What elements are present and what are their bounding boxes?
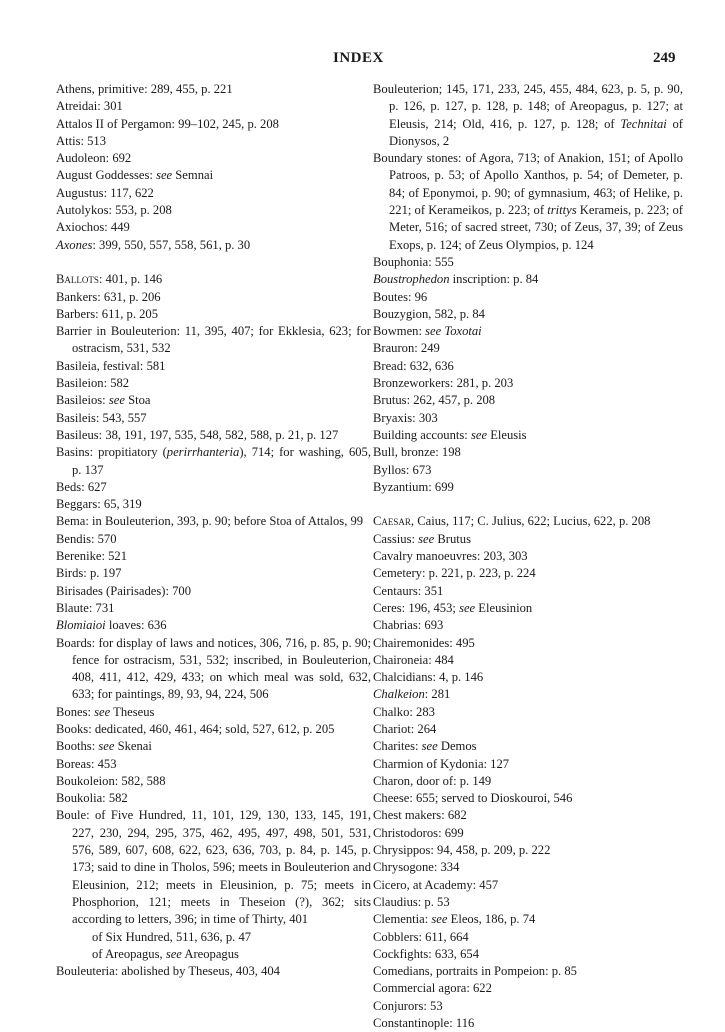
entry-text: : 401, p. 146 (98, 272, 163, 287)
index-entry (373, 323, 683, 340)
page-number: 249 (653, 50, 676, 66)
index-entry (56, 583, 371, 600)
index-entry (56, 219, 371, 236)
index-entry (56, 531, 371, 548)
index-entry (373, 358, 683, 375)
entry-text: August Goddesses: (56, 168, 157, 183)
entry-text: Chabrias: 693 (373, 618, 444, 633)
index-entry (56, 790, 371, 807)
entry-text: Chrysippos: 94, 458, p. 209, p. 222 (373, 843, 551, 858)
entry-text: Boreas: 453 (56, 756, 117, 771)
entry-text: Blomiaioi (56, 618, 106, 633)
entry-text: Bouphonia: 555 (373, 254, 454, 269)
index-entry (373, 704, 683, 721)
entry-text: Technitai (620, 116, 667, 131)
index-entry (56, 738, 371, 755)
index-entry (373, 911, 683, 928)
entry-text: see (470, 427, 488, 442)
entry-text: Beds: 627 (56, 479, 107, 494)
index-entry (56, 237, 371, 254)
index-entry (373, 565, 683, 582)
index-entry (373, 807, 683, 824)
entry-text: Eleusis (487, 427, 527, 442)
entry-text: Axones (56, 237, 93, 252)
index-entry (373, 513, 683, 530)
entry-text: of Areopagus, (92, 946, 166, 961)
index-entry (56, 704, 371, 721)
entry-text: Birisades (Pairisades): 700 (56, 583, 192, 598)
running-head: INDEX (333, 50, 384, 66)
entry-text: loaves: 636 (105, 618, 167, 633)
entry-text: , Caius, 117; C. Julius, 622; Lucius, 622, p. 208 (410, 514, 651, 529)
index-entry (56, 133, 371, 150)
index-entry (373, 652, 683, 669)
entry-text: Booths: (56, 739, 99, 754)
entry-text: Cavalry manoeuvres: 203, 303 (373, 549, 528, 564)
entry-text: Boule: of Five Hundred, 11, 101, 129, 130, 133, 145, 191, 227, 230, 294, 295, 375, 462, 495, 497, 498, 501, 531, 576, 589, 607, 608, 622, 623, 636, 703, p. 84, p. 145, p. 173; said to dine in Tholos, 596; meets in Bouleuterion and Eleusinion, 212; meets in Eleusinion, p. 75; meets in Phosphorion, 121; meets in Theseion (?), 362; sits according to letters, 396; in time of Thirty, 401 (56, 808, 371, 927)
index-entry (373, 254, 683, 271)
entry-text: Cassius: (373, 531, 419, 546)
index-entry (56, 202, 371, 219)
index-entry (373, 773, 683, 790)
index-entry (56, 513, 371, 530)
entry-text: Bouleuteria: abolished by Theseus, 403, 404 (56, 964, 280, 979)
entry-text: Bronzeworkers: 281, p. 203 (373, 376, 514, 391)
entry-text: of Dionysos, 2 (389, 116, 683, 148)
index-entry (373, 998, 683, 1015)
entry-text: Byllos: 673 (373, 462, 432, 477)
entry-text: Barbers: 611, p. 205 (56, 306, 159, 321)
entry-text: Ceres: 196, 453; (373, 600, 460, 615)
entry-text: Theseus (110, 704, 155, 719)
index-entry (373, 842, 683, 859)
index-entry (373, 479, 683, 496)
index-entry (56, 98, 371, 115)
entry-text: Autolykos: 553, p. 208 (56, 203, 172, 218)
index-entry (373, 963, 683, 980)
entry-text: Augustus: 117, 622 (56, 185, 154, 200)
entry-text: Centaurs: 351 (373, 583, 444, 598)
entry-text: Clementia: (373, 912, 432, 927)
index-entry (373, 946, 683, 963)
entry-text: Bull, bronze: 198 (373, 445, 461, 460)
entry-text: of Six Hundred, 511, 636, p. 47 (92, 929, 252, 944)
entry-text: Boundary stones: of Agora, 713; of Anakion, 151; of Apollo Patroos, p. 53; of Apollo Xanthos, p. 54; of Demeter, p. 84; of Eponymoi, p. 90; of gymnasium, 463; of Helike, p. 221; of Kerameikos, p. 223; of (373, 151, 683, 218)
index-entry (373, 617, 683, 634)
index-entry (56, 635, 371, 704)
entry-text: Chalkeion (373, 687, 425, 702)
entry-text: Stoa (124, 393, 151, 408)
entry-text: trittys (547, 203, 577, 218)
index-entry (56, 721, 371, 738)
index-entry (373, 738, 683, 755)
entry-text: Chest makers: 682 (373, 808, 467, 823)
entry-text: Atreidai: 301 (56, 99, 123, 114)
entry-text: : 281 (424, 687, 451, 702)
index-entry (373, 756, 683, 773)
entry-text: Conjurors: 53 (373, 998, 443, 1013)
index-entry (373, 81, 683, 150)
entry-text: Bread: 632, 636 (373, 358, 454, 373)
index-entry (373, 825, 683, 842)
index-entry (373, 859, 683, 876)
entry-text: Chalcidians: 4, p. 146 (373, 670, 484, 685)
entry-text: Bouzygion, 582, p. 84 (373, 306, 485, 321)
index-entry (56, 807, 371, 928)
index-entry (56, 496, 371, 513)
index-entry (56, 548, 371, 565)
entry-text: ), 714; for washing, 605, p. 137 (72, 445, 371, 477)
entry-text: Athens, primitive: 289, 455, p. 221 (56, 82, 233, 96)
index-entry (56, 392, 371, 409)
index-entry (56, 479, 371, 496)
entry-text: Brutus (434, 531, 471, 546)
index-entry (373, 583, 683, 600)
entry-text: Bones: (56, 704, 95, 719)
index-entry (56, 565, 371, 582)
entry-text: Brutus: 262, 457, p. 208 (373, 393, 496, 408)
entry-text: Books: dedicated, 460, 461, 464; sold, 527, 612, p. 205 (56, 721, 335, 736)
index-column-left (56, 81, 371, 980)
index-subentry (56, 946, 371, 963)
entry-text: Comedians, portraits in Pompeion: p. 85 (373, 964, 577, 979)
index-entry (373, 929, 683, 946)
entry-text: Kerameis, p. 223; of Meter, 516; of sacred street, 730; of Zeus, 37, 39; of Zeus Exops, p. 124; of Zeus Olympios, p. 124 (389, 203, 684, 252)
entry-text: Basins: propitiatory ( (56, 445, 167, 460)
entry-text: Blaute: 731 (56, 600, 115, 615)
index-entry (56, 600, 371, 617)
entry-text: see (98, 739, 115, 754)
entry-text: Audoleon: 692 (56, 151, 132, 166)
index-entry (56, 81, 371, 98)
entry-text: Cemetery: p. 221, p. 223, p. 224 (373, 566, 536, 581)
index-entry (373, 375, 683, 392)
index-column-right (373, 81, 683, 1032)
index-entry (373, 444, 683, 461)
entry-text: Basileis: 543, 557 (56, 410, 147, 425)
entry-text: Beggars: 65, 319 (56, 497, 142, 512)
index-entry (373, 669, 683, 686)
entry-text: Chrysogone: 334 (373, 860, 460, 875)
entry-text: Basileus: 38, 191, 197, 535, 548, 582, 588, p. 21, p. 127 (56, 427, 339, 442)
entry-text: Building accounts: (373, 427, 471, 442)
entry-text: see Toxotai (425, 324, 482, 339)
entry-text: Bankers: 631, p. 206 (56, 289, 161, 304)
entry-text: Boutes: 96 (373, 289, 428, 304)
entry-text: Attis: 513 (56, 133, 107, 148)
entry-text: Areopagus (181, 946, 239, 961)
index-entry (373, 392, 683, 409)
index-entry (56, 167, 371, 184)
entry-text: see (156, 168, 173, 183)
index-entry (373, 150, 683, 254)
entry-text: Eleusinion (475, 600, 533, 615)
entry-text: Skenai (114, 739, 152, 754)
index-subentry (56, 929, 371, 946)
index-entry (56, 773, 371, 790)
entry-text: Barrier in Bouleuterion: 11, 395, 407; for Ekklesia, 623; for ostracism, 531, 532 (56, 324, 371, 356)
index-entry (373, 410, 683, 427)
index-entry (56, 116, 371, 133)
entry-text: Byzantium: 699 (373, 479, 454, 494)
index-entry (373, 790, 683, 807)
index-entry (56, 323, 371, 358)
page-header (0, 0, 725, 90)
entry-text: Cicero, at Academy: 457 (373, 877, 499, 892)
entry-text: Basileion: 582 (56, 376, 130, 391)
entry-text: Bendis: 570 (56, 531, 117, 546)
entry-text: Bryaxis: 303 (373, 410, 438, 425)
index-entry (56, 271, 371, 288)
entry-text: Commercial agora: 622 (373, 981, 492, 996)
index-entry (373, 289, 683, 306)
entry-text: Chalko: 283 (373, 704, 435, 719)
entry-text: Attalos II of Pergamon: 99–102, 245, p. 208 (56, 116, 279, 131)
index-entry (56, 185, 371, 202)
entry-text: : 399, 550, 557, 558, 561, p. 30 (92, 237, 251, 252)
entry-text: Boustrophedon (373, 272, 450, 287)
index-entry (56, 410, 371, 427)
index-entry (373, 462, 683, 479)
entry-text: perirrhanteria (166, 445, 240, 460)
entry-text: Basileia, festival: 581 (56, 358, 166, 373)
index-entry (56, 444, 371, 479)
entry-text: Caesar (373, 514, 411, 529)
index-entry (373, 271, 683, 288)
entry-text: see (431, 912, 448, 927)
index-entry (373, 980, 683, 997)
entry-text: Bema: in Bouleuterion, 393, p. 90; before Stoa of Attalos, 99 (56, 514, 364, 529)
entry-text: see (108, 393, 125, 408)
index-entry (373, 531, 683, 548)
entry-text: Berenike: 521 (56, 549, 127, 564)
entry-text: Ballots (56, 272, 99, 287)
entry-text: Constantinople: 116 (373, 1016, 475, 1031)
index-entry (56, 756, 371, 773)
entry-text: see (421, 739, 438, 754)
entry-text: Boukoleion: 582, 588 (56, 773, 166, 788)
index-entry (373, 635, 683, 652)
entry-text: Brauron: 249 (373, 341, 440, 356)
index-entry (56, 358, 371, 375)
entry-text: Cockfights: 633, 654 (373, 946, 479, 961)
index-entry (373, 600, 683, 617)
index-entry (56, 306, 371, 323)
entry-text: Cheese: 655; served to Dioskouroi, 546 (373, 791, 573, 806)
entry-text: see (418, 531, 435, 546)
entry-text: Birds: p. 197 (56, 566, 122, 581)
entry-text: Boards: for display of laws and notices, 306, 716, p. 85, p. 90; fence for ostracism, 531, 532; inscribed, in Bouleuterion, 408, 411, 412, 429, 433; on which meal was sold, 632, 633; for paintings, 89, 93, 94, 224, 506 (56, 635, 371, 702)
entry-text: see (94, 704, 111, 719)
entry-text: see (459, 600, 476, 615)
index-entry (373, 894, 683, 911)
entry-text: Christodoros: 699 (373, 825, 464, 840)
entry-text: inscription: p. 84 (449, 272, 539, 287)
entry-text: Charites: (373, 739, 422, 754)
index-entry (373, 548, 683, 565)
entry-text: Demos (437, 739, 477, 754)
index-entry (373, 721, 683, 738)
index-entry (56, 375, 371, 392)
index-entry (56, 289, 371, 306)
entry-text: Chairemonides: 495 (373, 635, 475, 650)
index-entry (373, 427, 683, 444)
index-entry (373, 306, 683, 323)
entry-text: Semnai (172, 168, 214, 183)
entry-text: Cobblers: 611, 664 (373, 929, 469, 944)
entry-text: Axiochos: 449 (56, 220, 130, 235)
entry-text: Chariot: 264 (373, 721, 437, 736)
index-entry (56, 427, 371, 444)
entry-text: Charon, door of: p. 149 (373, 773, 492, 788)
index-entry (373, 877, 683, 894)
index-entry (373, 686, 683, 703)
entry-text: Eleos, 186, p. 74 (447, 912, 536, 927)
entry-text: Chaironeia: 484 (373, 652, 454, 667)
entry-text: Bouleuterion; 145, 171, 233, 245, 455, 484, 623, p. 5, p. 90, p. 126, p. 127, p. 128, p. 148; of Areopagus, p. 127; at Eleusis, 214; Old, 416, p. 127, p. 128; of (373, 82, 683, 131)
entry-text: Charmion of Kydonia: 127 (373, 756, 510, 771)
index-entry (56, 617, 371, 634)
index-entry (373, 340, 683, 357)
entry-text: Boukolia: 582 (56, 791, 128, 806)
entry-text: Claudius: p. 53 (373, 894, 450, 909)
entry-text: see (165, 946, 182, 961)
entry-text: Bowmen: (373, 324, 426, 339)
entry-text: Basileios: (56, 393, 109, 408)
index-entry (56, 150, 371, 167)
index-entry (56, 963, 371, 980)
